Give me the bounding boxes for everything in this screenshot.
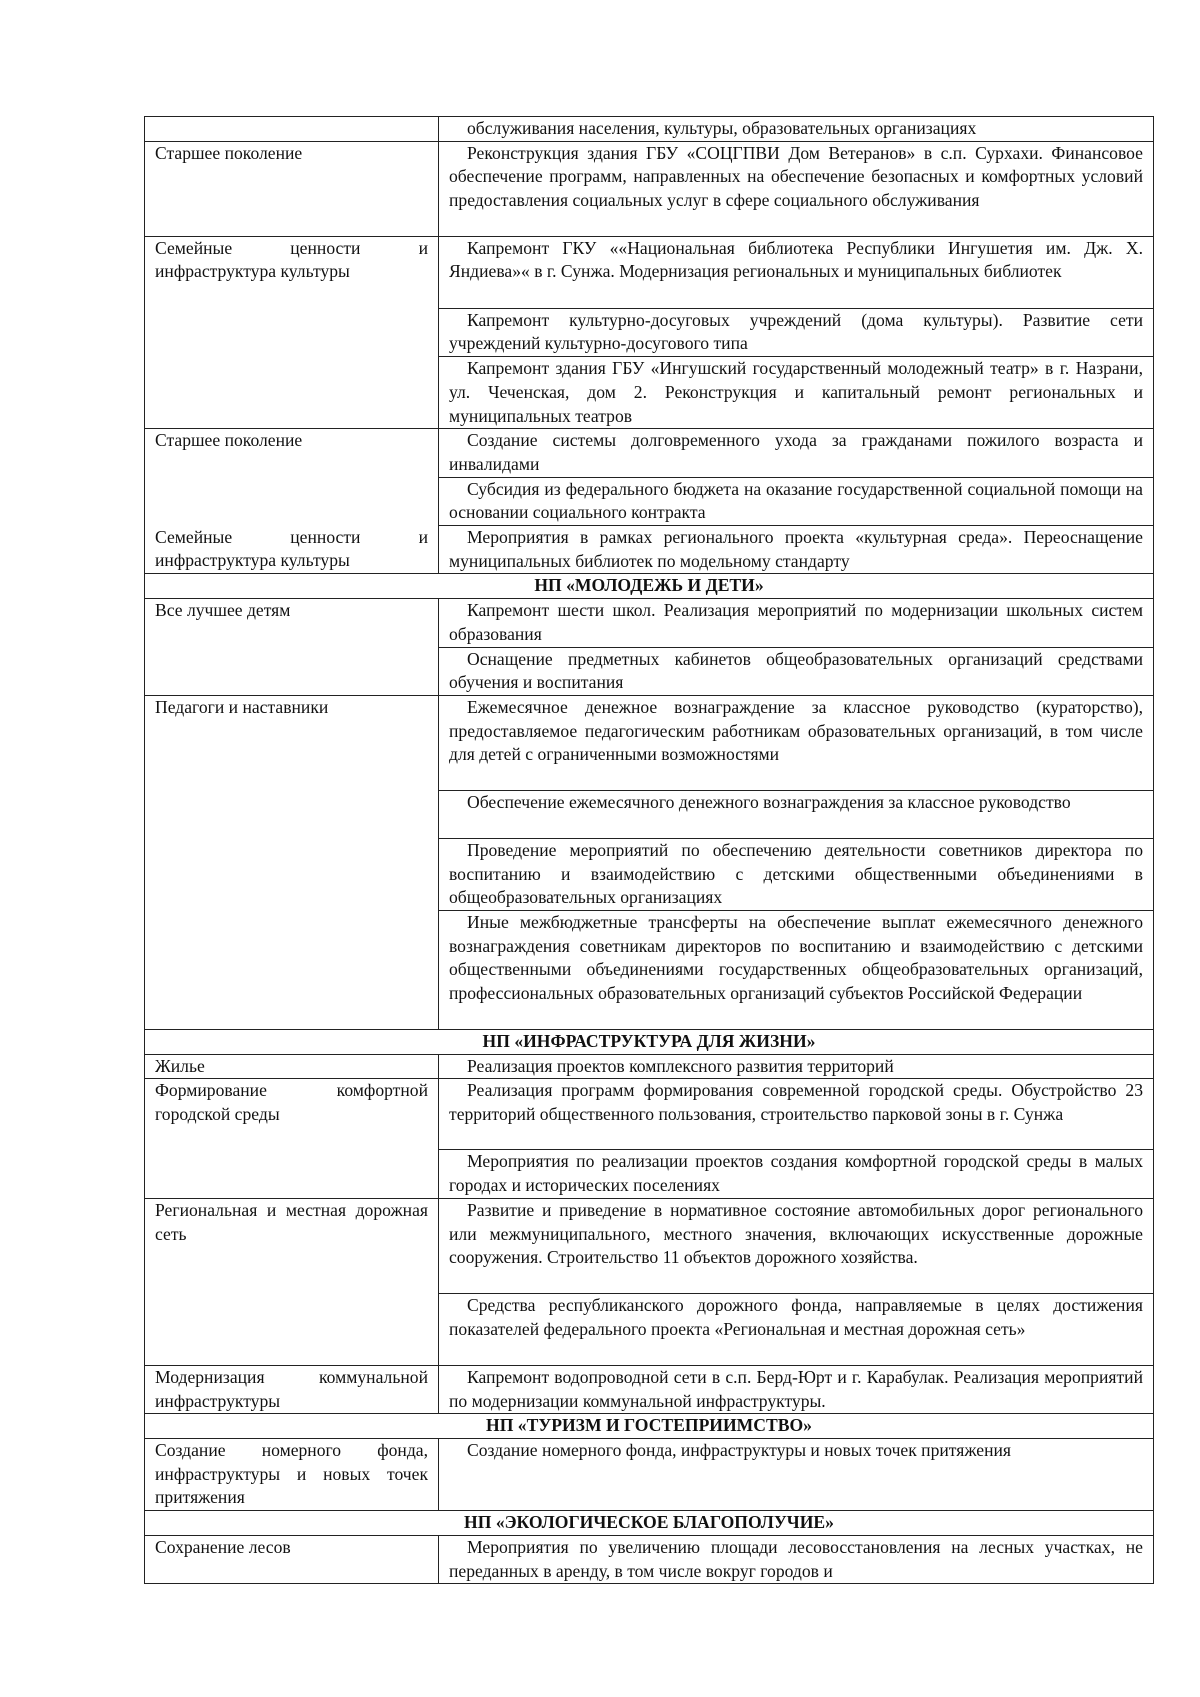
- table-row: [145, 429, 1154, 477]
- table-cell-direction: Модернизация коммунальной инфраструктуры: [145, 1365, 439, 1413]
- table-cell-activity: Мероприятия в рамках регионального проекта «культурная среда». Переоснащение муниципальных библиотек по модельному стандарту: [439, 526, 1154, 574]
- table-cell-activity: Реализация программ формирования современной городской среды. Обустройство 23 территорий общественного пользования, строительство парковой зоны в г. Сунжа: [439, 1079, 1154, 1150]
- table-cell-direction: Региональная и местная дорожная сеть: [145, 1198, 439, 1365]
- table-row: [145, 574, 1154, 599]
- table-row: [145, 1535, 1154, 1583]
- table-row: [145, 117, 1154, 142]
- table-cell-direction: Старшее поколение: [145, 429, 439, 526]
- table-row: [145, 599, 1154, 647]
- section-header: НП «ЭКОЛОГИЧЕСКОЕ БЛАГОПОЛУЧИЕ»: [145, 1511, 1154, 1536]
- table-cell-direction: Сохранение лесов: [145, 1535, 439, 1583]
- table-cell-direction: Создание номерного фонда, инфраструктуры и новых точек притяжения: [145, 1438, 439, 1510]
- table-cell-activity: Капремонт культурно-досуговых учреждений (дома культуры). Развитие сети учреждений культурно-досугового типа: [439, 308, 1154, 356]
- table-cell-activity: Обеспечение ежемесячного денежного вознаграждения за классное руководство: [439, 790, 1154, 838]
- table-row: [145, 1030, 1154, 1055]
- table-row: [145, 1198, 1154, 1293]
- table-row: [145, 1079, 1154, 1150]
- table-cell-activity: Капремонт здания ГБУ «Ингушский государственный молодежный театр» в г. Назрани, ул. Чеченская, дом 2. Реконструкция и капитальный ремонт региональных и муниципальных театров: [439, 357, 1154, 429]
- table-row: [145, 1438, 1154, 1510]
- table-row: [145, 526, 1154, 574]
- table-cell-activity: Средства республиканского дорожного фонда, направляемые в целях достижения показателей федерального проекта «Региональная и местная дорожная сеть»: [439, 1293, 1154, 1365]
- table-cell-activity: Мероприятия по увеличению площади лесовосстановления на лесных участках, не переданных в аренду, в том числе вокруг городов и: [439, 1535, 1154, 1583]
- table-cell-direction: Педагоги и наставники: [145, 695, 439, 1029]
- table-cell-activity: Капремонт шести школ. Реализация мероприятий по модернизации школьных систем образования: [439, 599, 1154, 647]
- table-cell-activity: Оснащение предметных кабинетов общеобразовательных организаций средствами обучения и воспитания: [439, 647, 1154, 695]
- table-cell-activity: Создание системы долговременного ухода за гражданами пожилого возраста и инвалидами: [439, 429, 1154, 477]
- table-row: [145, 1414, 1154, 1439]
- table-cell-direction: Жилье: [145, 1054, 439, 1079]
- table-cell-activity: Реализация проектов комплексного развития территорий: [439, 1054, 1154, 1079]
- section-header: НП «ИНФРАСТРУКТУРА ДЛЯ ЖИЗНИ»: [145, 1030, 1154, 1055]
- table-cell-activity: Реконструкция здания ГБУ «СОЦГПВИ Дом Ветеранов» в с.п. Сурхахи. Финансовое обеспечение программ, направленных на обеспечение безопасных и комфортных условий предоставления социальных услуг в сфере социального обслуживания: [439, 141, 1154, 236]
- table-cell-activity: обслуживания населения, культуры, образовательных организациях: [439, 117, 1154, 142]
- table-cell-direction: Формирование комфортной городской среды: [145, 1079, 439, 1198]
- table-cell-activity: Субсидия из федерального бюджета на оказание государственной социальной помощи на основании социального контракта: [439, 477, 1154, 525]
- table-row: [145, 695, 1154, 790]
- section-header: НП «МОЛОДЕЖЬ И ДЕТИ»: [145, 574, 1154, 599]
- table-cell-activity: Мероприятия по реализации проектов создания комфортной городской среды в малых городах и исторических поселениях: [439, 1150, 1154, 1198]
- table-cell-activity: Капремонт водопроводной сети в с.п. Берд-Юрт и г. Карабулак. Реализация мероприятий по модернизации коммунальной инфраструктуры.: [439, 1365, 1154, 1413]
- projects-table: [144, 116, 1154, 1584]
- table-row: [145, 1511, 1154, 1536]
- table-cell-direction: Старшее поколение: [145, 141, 439, 236]
- table-cell-activity: Ежемесячное денежное вознаграждение за классное руководство (кураторство), предоставляемое педагогическим работникам образовательных организаций, в том числе для детей с ограниченными возможностями: [439, 695, 1154, 790]
- table-cell-direction: [145, 117, 439, 142]
- table-row: [145, 236, 1154, 308]
- table-row: [145, 1054, 1154, 1079]
- table-cell-activity: Капремонт ГКУ ««Национальная библиотека Республики Ингушетия им. Дж. Х. Яндиева»« в г. Сунжа. Модернизация региональных и муниципальных библиотек: [439, 236, 1154, 308]
- table-cell-activity: Иные межбюджетные трансферты на обеспечение выплат ежемесячного денежного вознаграждения советникам директоров по воспитанию и взаимодействию с детскими общественными объединениями государственных общеобразовательных организаций, профессиональных образовательных организаций субъектов Российской Федерации: [439, 911, 1154, 1030]
- table-cell-activity: Развитие и приведение в нормативное состояние автомобильных дорог регионального или межмуниципального, местного значения, включающих искусственные дорожные сооружения. Строительство 11 объектов дорожного хозяйства.: [439, 1198, 1154, 1293]
- table-cell-direction: Семейные ценности и инфраструктура культуры: [145, 236, 439, 429]
- section-header: НП «ТУРИЗМ И ГОСТЕПРИИМСТВО»: [145, 1414, 1154, 1439]
- table-row: [145, 141, 1154, 236]
- table-cell-direction: Все лучшее детям: [145, 599, 439, 696]
- table-row: [145, 1365, 1154, 1413]
- table-cell-direction: Семейные ценности и инфраструктура культуры: [145, 526, 439, 574]
- table-cell-activity: Проведение мероприятий по обеспечению деятельности советников директора по воспитанию и взаимодействию с детскими общественными объединениями в общеобразовательных организациях: [439, 838, 1154, 910]
- table-cell-activity: Создание номерного фонда, инфраструктуры и новых точек притяжения: [439, 1438, 1154, 1510]
